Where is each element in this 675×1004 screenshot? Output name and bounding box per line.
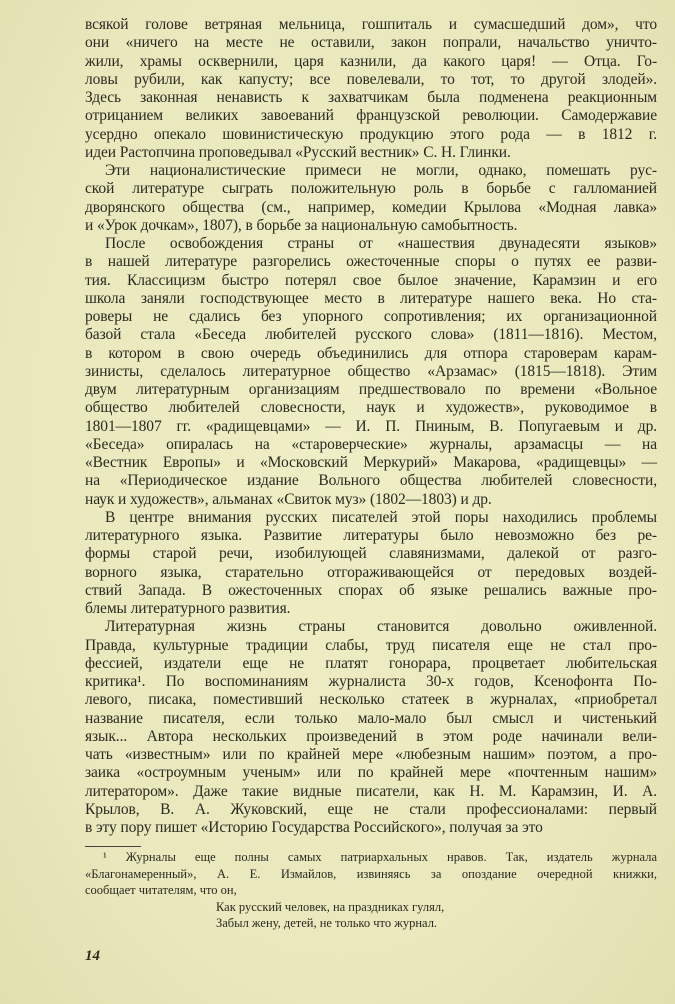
- text-line: тия. Классицизм быстро потерял свое былое значение, Карамзин и его: [85, 271, 657, 289]
- text-line: чать «известным» или по крайней мере «любезным нашим» поэтом, а про-: [85, 746, 657, 763]
- text-line: в эту пору пишет «Историю Государства Российского», получая за это: [85, 819, 543, 836]
- text-line: формы старой речи, изобилующей славянизмами, далекой от разго-: [85, 545, 657, 563]
- text-line: ворного языка, старательно отгораживающейся от передовых воздей-: [85, 563, 657, 581]
- footnote-line: ¹ Журналы еще полны самых патриархальных нравов. Так, издатель журнала: [103, 850, 657, 864]
- text-line: дворянского общества (см., например, комедии Крылова «Модная лавка»: [85, 198, 657, 216]
- text-line: и «Урок дочкам», 1807), в борьбе за национальную самобытность.: [85, 216, 518, 234]
- text-line: двум литературным организациям предшествовало по времени «Вольное: [85, 381, 657, 398]
- text-line: ловы рубили, как капусту; все повелевали, то тот, то другой злодей».: [85, 70, 657, 88]
- page-number: 14: [85, 948, 100, 964]
- text-line: базой стала «Беседа любителей русского слова» (1811—1816). Местом,: [85, 326, 657, 344]
- paragraph: [85, 509, 657, 619]
- text-line: критика¹. По воспоминаниям журналиста 30-х годов, Ксенофонта По-: [85, 673, 657, 690]
- text-line: на «Периодическое издание Вольного общества любителей словесности,: [85, 472, 657, 490]
- text-line: ской литературе сыграть положительную роль в борьбе с галломанией: [85, 180, 657, 198]
- footnote: [85, 849, 657, 899]
- text-line: литературного языка. Развитие литературы было невозможно без ре-: [85, 527, 657, 544]
- text-line: Литературная жизнь страны становится довольно оживленной.: [105, 618, 657, 636]
- text-line: школа заняли господствующее место в литературе нашего века. Но ста-: [85, 289, 657, 307]
- text-line: левого, писака, поместивший несколько статеек в журналах, «приобретал: [85, 691, 657, 709]
- paragraph: [85, 235, 657, 509]
- text-line: 1801—1807 гг. «радищевцами» — И. П. Пниным, В. Попугаевым и др.: [85, 417, 657, 435]
- poem-line: Как русский человек, на праздниках гулял,: [216, 900, 445, 914]
- text-line: Крылов, В. А. Жуковский, еще не стали профессионалами: первый: [85, 800, 657, 818]
- text-line: литератором». Даже такие видные писатели, как Н. М. Карамзин, И. А.: [85, 782, 657, 800]
- text-line: зинисты, сделалось литературное общество «Арзамас» (1815—1818). Этим: [85, 362, 657, 380]
- paragraph: [85, 162, 657, 235]
- footnote-line: сообщает читателям, что он,: [85, 883, 237, 897]
- text-line: Правда, культурные традиции слабы, труд писателя еще не стал про-: [85, 636, 657, 654]
- text-line: Эти националистические примеси не могли, однако, помешать рус-: [105, 162, 657, 179]
- text-line: блемы литературного развития.: [85, 600, 291, 617]
- text-line: в нашей литературе разгорелись ожесточенные споры о путях ее разви-: [85, 253, 657, 271]
- body-text: [85, 16, 657, 837]
- text-line: В центре внимания русских писателей этой поры находились проблемы: [105, 508, 657, 526]
- paragraph: [85, 16, 657, 162]
- text-line: наук и художеств», альманах «Свиток муз» (1802—1803) и др.: [85, 490, 492, 508]
- paragraph: [85, 618, 657, 837]
- poem-line: Забыл жену, детей, не только что журнал.: [216, 916, 438, 930]
- text-line: в котором в свою очередь объединились для отпора староверам карам-: [85, 344, 657, 362]
- text-line: всякой голове ветряная мельница, гошпиталь и сумасшедший дом», что: [85, 16, 657, 33]
- text-line: ствий Запада. В ожесточенных спорах об языке решались важные про-: [85, 581, 657, 599]
- text-line: «Вестник Европы» и «Московский Меркурий» Макарова, «радищевцы» —: [85, 454, 657, 471]
- text-line: усердно опекало шовинистическую продукцию этого рода — в 1812 г.: [85, 125, 657, 143]
- text-line: «Беседа» опиралась на «староверческие» журналы, арзамасцы — на: [85, 435, 657, 453]
- text-line: общество любителей словесности, наук и художеств», руководимое в: [85, 399, 657, 417]
- text-line: язык... Автора нескольких произведений в этом роде начинали вели-: [85, 727, 657, 745]
- text-line: они «ничего на месте не оставили, закон попрали, начальство уничто-: [85, 34, 657, 52]
- text-line: После освобождения страны от «нашествия двунадесяти языков»: [105, 235, 657, 252]
- text-line: идеи Растопчина проповедывал «Русский вестник» С. Н. Глинки.: [85, 143, 511, 161]
- footnote-poem: [216, 899, 444, 931]
- text-line: заика «остроумным ученым» или по крайней мере «почтенным нашим»: [85, 764, 657, 782]
- footnote-line: «Благонамеренный», А. Е. Измайлов, извиняясь за опоздание очередной книжки,: [85, 866, 657, 881]
- text-line: Здесь законная ненависть к захватчикам была подменена реакционным: [85, 89, 657, 106]
- text-line: жили, храмы осквернили, царя казнили, да какого царя! — Отца. Го-: [85, 52, 657, 70]
- text-line: фессией, издатели еще не платят гонорара, процветает любительская: [85, 654, 657, 672]
- text-line: название писателя, если только мало-мало был смысл и чистенький: [85, 709, 657, 727]
- text-line: отрицанием великих завоеваний французской революции. Самодержавие: [85, 107, 657, 125]
- footnote-divider: [85, 846, 141, 847]
- text-line: роверы не сдались без упорного сопротивления; их организационной: [85, 308, 657, 325]
